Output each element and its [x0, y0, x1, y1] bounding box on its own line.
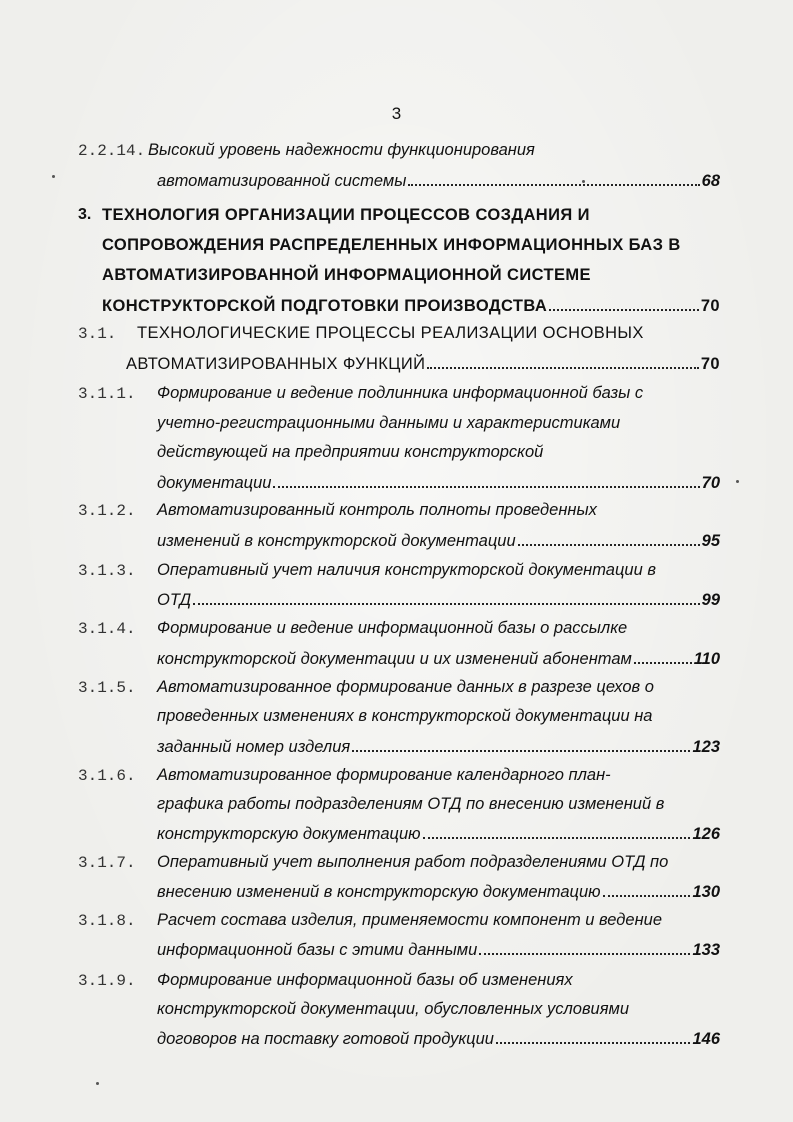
entry-title-line: информационной базы с этими данными: [157, 941, 478, 959]
entry-last-line: [157, 530, 720, 551]
page-number: 3: [391, 104, 402, 123]
entry-last-line: [102, 295, 720, 316]
page-ref: 126: [692, 825, 720, 843]
entry-last-line: [157, 939, 720, 960]
scan-speck: [52, 175, 55, 178]
entry-title-line: Формирование и ведение информационной базы о рассылке: [157, 619, 628, 637]
entry-title-line: действующей на предприятии конструкторской: [157, 443, 544, 461]
dot-leader: [496, 1028, 690, 1044]
entry-last-line: [126, 353, 720, 374]
entry-title-line: КОНСТРУКТОРСКОЙ ПОДГОТОВКИ ПРОИЗВОДСТВА: [102, 297, 548, 315]
entry-title-line: АВТОМАТИЗИРОВАННЫХ ФУНКЦИЙ: [126, 355, 426, 373]
entry-title-line: Автоматизированное формирование данных в разрезе цехов о: [157, 678, 654, 696]
entry-title-line: конструкторской документации, обусловленных условиями: [157, 1000, 630, 1018]
page-ref: 70: [700, 355, 720, 373]
entry-title-line: документации: [157, 474, 272, 492]
section-number: 3.1.8.: [78, 912, 136, 930]
entry-title-line: Высокий уровень надежности функционирования: [148, 141, 535, 159]
section-number: 3.1.7.: [78, 854, 136, 872]
entry-title-line: договоров на поставку готовой продукции: [157, 1030, 494, 1048]
entry-title-line: изменений в конструкторской документации: [157, 532, 516, 550]
dot-leader: [518, 530, 700, 546]
entry-title-line: Формирование информационной базы об изменениях: [157, 971, 573, 989]
section-number: 2.2.14.: [78, 142, 146, 160]
entry-title-line: Расчет состава изделия, применяемости компонент и ведение: [157, 911, 663, 929]
entry-last-line: [157, 472, 720, 493]
page-ref: 133: [692, 941, 720, 959]
entry-title-line: конструкторской документации и их изменений абонентам: [157, 650, 632, 668]
page-ref: 68: [701, 172, 720, 190]
section-number: 3.1.6.: [78, 767, 136, 785]
page-ref: 99: [701, 591, 720, 609]
entry-title-line: ТЕХНОЛОГИЧЕСКИЕ ПРОЦЕССЫ РЕАЛИЗАЦИИ ОСНОВНЫХ: [137, 324, 644, 342]
section-number: 3.1.1.: [78, 385, 136, 403]
entry-title-line: АВТОМАТИЗИРОВАННОЙ ИНФОРМАЦИОННОЙ СИСТЕМЕ: [102, 266, 591, 284]
entry-last-line: [157, 648, 720, 669]
dot-leader: [352, 736, 690, 752]
entry-title-line: СОПРОВОЖДЕНИЯ РАСПРЕДЕЛЕННЫХ ИНФОРМАЦИОННЫХ БАЗ В: [102, 236, 681, 254]
entry-last-line: [157, 589, 720, 610]
page-ref: 123: [692, 738, 720, 756]
dot-leader: [408, 170, 699, 186]
scan-speck: [582, 180, 585, 183]
entry-title-line: графика работы подразделениям ОТД по внесению изменений в: [157, 795, 665, 813]
scan-speck: [96, 1082, 99, 1085]
dot-leader: [603, 881, 691, 897]
page-ref: 95: [701, 532, 720, 550]
section-number: 3.1.5.: [78, 679, 136, 697]
page-ref: 70: [700, 297, 720, 315]
section-number: 3.1.: [78, 325, 117, 343]
entry-title-line: заданный номер изделия: [157, 738, 351, 756]
section-number: 3.1.3.: [78, 562, 136, 580]
entry-title-line: автоматизированной системы: [157, 172, 407, 190]
dot-leader: [273, 472, 699, 488]
entry-title-line: Оперативный учет выполнения работ подразделениями ОТД по: [157, 853, 669, 871]
entry-last-line: [157, 823, 720, 844]
entry-title-line: ОТД: [157, 591, 192, 609]
entry-title-line: Автоматизированное формирование календарного план-: [157, 766, 611, 784]
entry-last-line: [157, 170, 720, 191]
page-ref: 110: [693, 650, 720, 668]
entry-title-line: проведенных изменениях в конструкторской документации на: [157, 707, 653, 725]
page-ref: 146: [692, 1030, 720, 1048]
section-number: 3.1.4.: [78, 620, 136, 638]
dot-leader: [634, 648, 692, 664]
dot-leader: [549, 295, 699, 311]
entry-title-line: конструкторскую документацию: [157, 825, 421, 843]
page-ref: 70: [701, 474, 720, 492]
dot-leader: [423, 823, 691, 839]
entry-last-line: [157, 736, 720, 757]
entry-title-line: внесению изменений в конструкторскую документацию: [157, 883, 601, 901]
entry-title-line: Формирование и ведение подлинника информационной базы с: [157, 384, 644, 402]
dot-leader: [427, 353, 698, 369]
section-number: 3.1.9.: [78, 972, 136, 990]
section-number: 3.1.2.: [78, 502, 136, 520]
dot-leader: [193, 589, 699, 605]
entry-title-line: Оперативный учет наличия конструкторской документации в: [157, 561, 656, 579]
page-ref: 130: [692, 883, 720, 901]
dot-leader: [479, 939, 690, 955]
entry-last-line: [157, 881, 720, 902]
entry-title-line: учетно-регистрационными данными и характеристиками: [157, 414, 621, 432]
entry-title-line: Автоматизированный контроль полноты проведенных: [157, 501, 597, 519]
entry-title-line: ТЕХНОЛОГИЯ ОРГАНИЗАЦИИ ПРОЦЕССОВ СОЗДАНИЯ И: [102, 206, 590, 224]
entry-last-line: [157, 1028, 720, 1049]
scan-speck: [736, 480, 739, 483]
section-number: 3.: [78, 206, 92, 223]
